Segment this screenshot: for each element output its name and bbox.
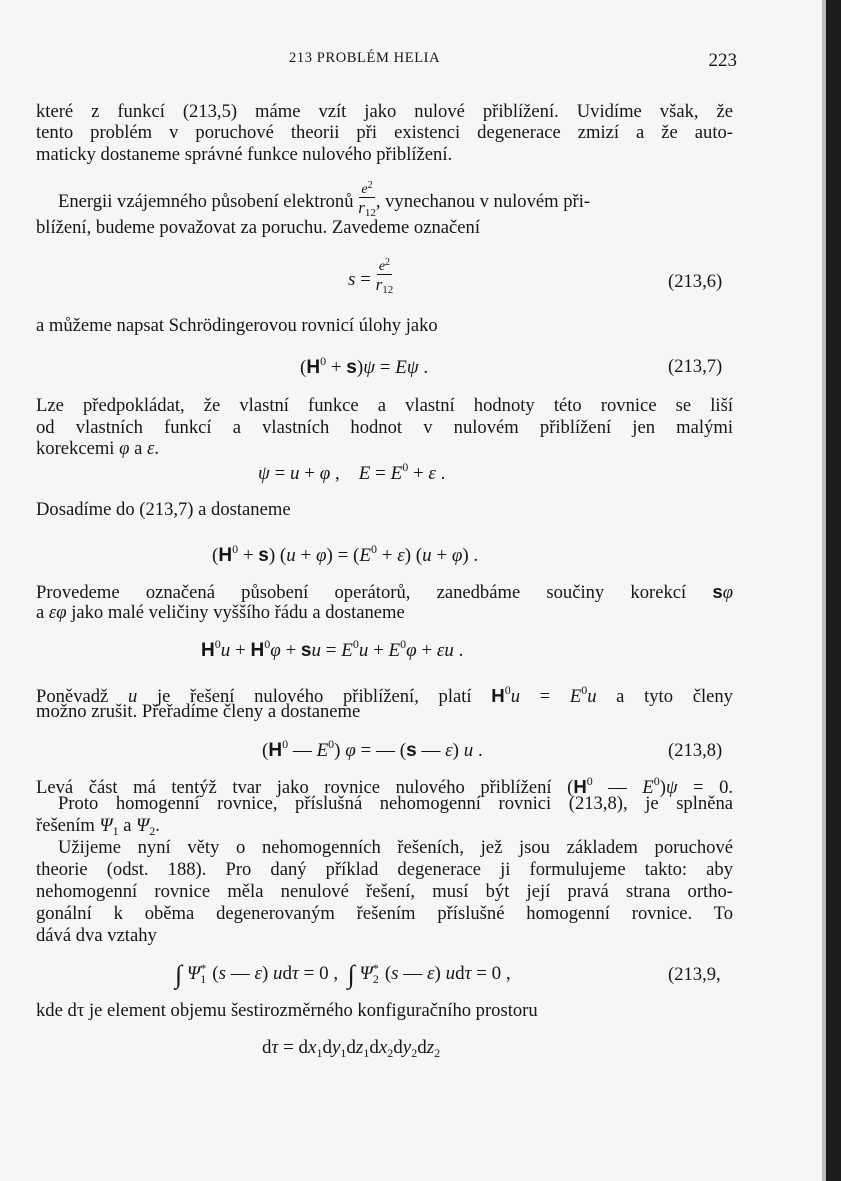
equation-number: (213,6) — [668, 271, 723, 292]
text-line: Proto homogenní rovnice, příslušná nehomogenní rovnici (213,8), je splněna — [58, 793, 733, 814]
equation-s-definition: s = $\frac{e^2}{r12}$ — [348, 257, 394, 296]
text-fragment: kde — [36, 1000, 63, 1021]
text-line — [36, 1000, 733, 1021]
equation-number: (213,8) — [668, 740, 723, 761]
text-fragment: je řešení nulového přiblížení, platí — [156, 686, 472, 707]
text-line: možno zrušit. Přeřadíme členy a dostaneme — [36, 701, 361, 722]
text-fragment: a — [36, 602, 45, 623]
text-line: Provedeme označená působení operátorů, zanedbáme součiny korekcí sφ — [36, 581, 733, 603]
text-line: a εφ jako malé veličiny vyššího řádu a dostaneme — [36, 602, 405, 623]
text-fragment: u — [127, 686, 138, 707]
text-fragment: Levá část má tentýž tvar jako rovnice nulového přiblížení — [36, 777, 552, 798]
text-fragment: Provedeme označená působení operátorů, zanedbáme součiny korekcí — [36, 582, 687, 603]
text-fragment: řešením — [36, 815, 95, 836]
text-fragment: a tyto členy — [616, 686, 733, 707]
text-line: Lze předpokládat, že vlastní funkce a vlastní hodnoty této rovnice se liší — [36, 395, 733, 416]
page-number: 223 — [708, 50, 737, 71]
text-line: Dosadíme do (213,7) a dostaneme — [36, 499, 291, 520]
equation-number: (213,9, — [668, 964, 721, 985]
equation-substituted: $(H^0 + s) (u + \varphi) = (E^0 + \varepsilon) (u + \varphi)$ . — [212, 542, 479, 566]
equation-expanded: $H^0u + H^0\varphi$ + su = $E^0u + E^0\varphi + \varepsilon u$ . — [201, 637, 464, 661]
text-line: a můžeme napsat Schrödingerovou rovnicí úlohy jako — [36, 315, 438, 336]
text-line: Užijeme nyní věty o nehomogenních řešeních, jež jsou základem poruchové — [58, 837, 733, 858]
text-line: nehomogenní rovnice měla nenulové řešení, musí být její pravá strana ortho- — [36, 881, 733, 902]
equation-schrodinger: $(H^0 + s)\psi = E\psi$ . — [300, 354, 429, 378]
text-line: blížení, budeme považovat za poruchu. Zavedeme označení — [36, 217, 480, 238]
text-line: dává dva vztahy — [36, 925, 157, 946]
text-line: Poněvadž u je řešení nulového přiblížení, platí $H^0u = E^0u$ a tyto členy — [36, 683, 733, 707]
text-fragment: , vynechanou v nulovém při- — [375, 190, 591, 212]
equation-rearranged: ($H^0$ — $E^0$) φ = — (s — ε) u . — [262, 737, 483, 761]
text-line: gonální k oběma degenerovaným řešením příslušné homogenní rovnice. To — [36, 903, 733, 924]
equation-perturbation: ψ = u + φ , $E = E^0 + \varepsilon$ . — [258, 460, 446, 484]
text-fragment: korekcemi — [36, 438, 115, 459]
text-line: korekcemi φ a ε. — [36, 438, 159, 459]
text-fragment: Poněvadž — [36, 686, 109, 707]
text-line: tento problém v poruchové theorii při existenci degenerace zmizí a že auto- — [36, 122, 733, 143]
fraction-e2-r12: $\frac{e^2}{r12}$ — [358, 180, 376, 219]
text-line: maticky dostaneme správné funkce nulového přiblížení. — [36, 144, 453, 165]
text-line: Levá část má tentýž tvar jako rovnice nulového přiblížení ($H^0$ — $E^0)\psi = 0$. — [36, 774, 734, 798]
text-fragment: jako malé veličiny vyššího řádu a dostaneme — [71, 602, 405, 623]
equation-number: (213,7) — [668, 356, 723, 377]
running-header: 213 PROBLÉM HELIA — [289, 50, 441, 66]
text-fragment: dτ — [67, 1000, 85, 1021]
text-fragment: a — [134, 438, 143, 459]
page-edge — [826, 0, 841, 1181]
text-line: theorie (odst. 188). Pro daný příklad degenerace ji formulujeme takto: aby — [36, 859, 733, 880]
text-line: které z funkcí (213,5) máme vzít jako nulové přiblížení. Uvidíme však, že — [36, 101, 733, 122]
text-line: řešením $\Psi_1$ a $\Psi_2$. — [36, 815, 160, 838]
text-fragment: je element objemu šestirozměrného konfiguračního prostoru — [88, 1000, 538, 1021]
text-line: od vlastních funkcí a vlastních hodnot v nulovém přiblížení jen malými — [36, 417, 733, 438]
equation-orthogonality: ∫ $\Psi^*_1$ (s — ε) udτ = 0 , ∫ $\Psi^*_2$ (s — ε) udτ = 0 , — [175, 960, 511, 989]
equation-volume-element: $d\tau = dx_1dy_1dz_1dx_2dy_2dz_2$ — [262, 1037, 441, 1060]
text-fragment: Energii vzájemného působení elektronů — [58, 190, 354, 212]
